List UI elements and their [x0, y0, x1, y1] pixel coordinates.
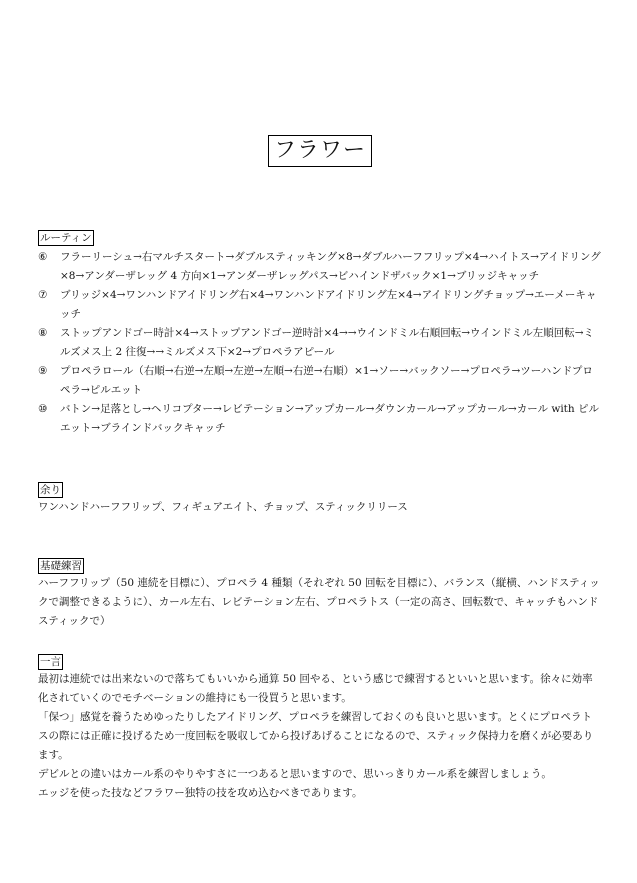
routine-text: プロペラロール（右順→右逆→左順→左逆→左順→右逆→右順）×1→ソー→バックソー→プロペラ→ツーハンドプロペラ→ピルエット	[60, 365, 593, 396]
routine-item	[38, 400, 602, 438]
routine-number: ⑨	[38, 365, 48, 377]
routine-text: ストップアンドゴー時計×4→ストップアンドゴー逆時計×4→→ウインドミル右順回転→ウインドミル左順回転→ミルズメス上 2 往復→→ミルズメス下×2→プロペラアピール	[60, 327, 595, 358]
routine-text: バトン→足落とし→ヘリコプター→レビテーション→アップカール→ダウンカール→アップカール→カール with ピルエット→ブラインドバックキャッチ	[60, 403, 599, 434]
routine-number: ⑧	[38, 327, 48, 339]
routine-item	[38, 248, 602, 286]
comment-block	[38, 670, 602, 803]
routine-number: ⑦	[38, 289, 48, 301]
routine-heading: ルーティン	[40, 232, 92, 244]
routine-number: ⑥	[38, 251, 48, 263]
comment-paragraph: デビルとの違いはカール系のやりやすさに一つあると思いますので、思いっきりカール系を練習しましょう。	[38, 768, 552, 780]
comment-paragraph: 最初は連続では出来ないので落ちてもいいから通算 50 回やる、という感じで練習するといいと思います。徐々に効率化されていくのでモチベーションの維持にも一役買うと思います。	[38, 673, 593, 704]
routine-number: ⑩	[38, 403, 48, 415]
comment-heading: 一言	[40, 656, 61, 668]
basics-heading: 基礎練習	[40, 560, 82, 572]
extras-heading: 余り	[40, 484, 61, 496]
comment-paragraph: 「保つ」感覚を養うためゆったりしたアイドリング、プロペラを練習しておくのも良いと思います。とくにプロペラトスの際には正確に投げるため一度回転を吸収してから投げあげることになるので、スティック保持力を磨くが必要あります。	[38, 711, 594, 761]
routine-text: ブリッジ×4→ワンハンドアイドリング右×4→ワンハンドアイドリング左×4→アイドリングチョップ→エーメーキャッチ	[60, 289, 597, 320]
extras-text: ワンハンドハーフフリップ、フィギュアエイト、チョップ、スティックリリース	[38, 501, 408, 513]
page-title: フラワー	[268, 135, 372, 167]
routine-item	[38, 324, 602, 362]
routine-text: フラーリーシュ→右マルチスタート→ダブルスティッキング×8→ダブルハーフフリップ×4→ハイトス→アイドリング×8→アンダーザレッグ 4 方向×1→アンダーザレッグパス→ビハインドザバック×1→ブリッジキャッチ	[60, 251, 601, 282]
routine-item	[38, 362, 602, 400]
routine-item	[38, 286, 602, 324]
basics-text: ハーフフリップ（50 連続を目標に）、プロペラ 4 種類（それぞれ 50 回転を目標に）、バランス（縦横、ハンドスティックで調整できるように）、カール左右、レビテーション左右、プロペラトス（一定の高さ、回転数で、キャッチもハンドスティックで）	[38, 577, 600, 627]
routine-list	[38, 248, 602, 438]
comment-paragraph: エッジを使った技などフラワー独特の技を攻め込むべきであります。	[38, 787, 363, 799]
